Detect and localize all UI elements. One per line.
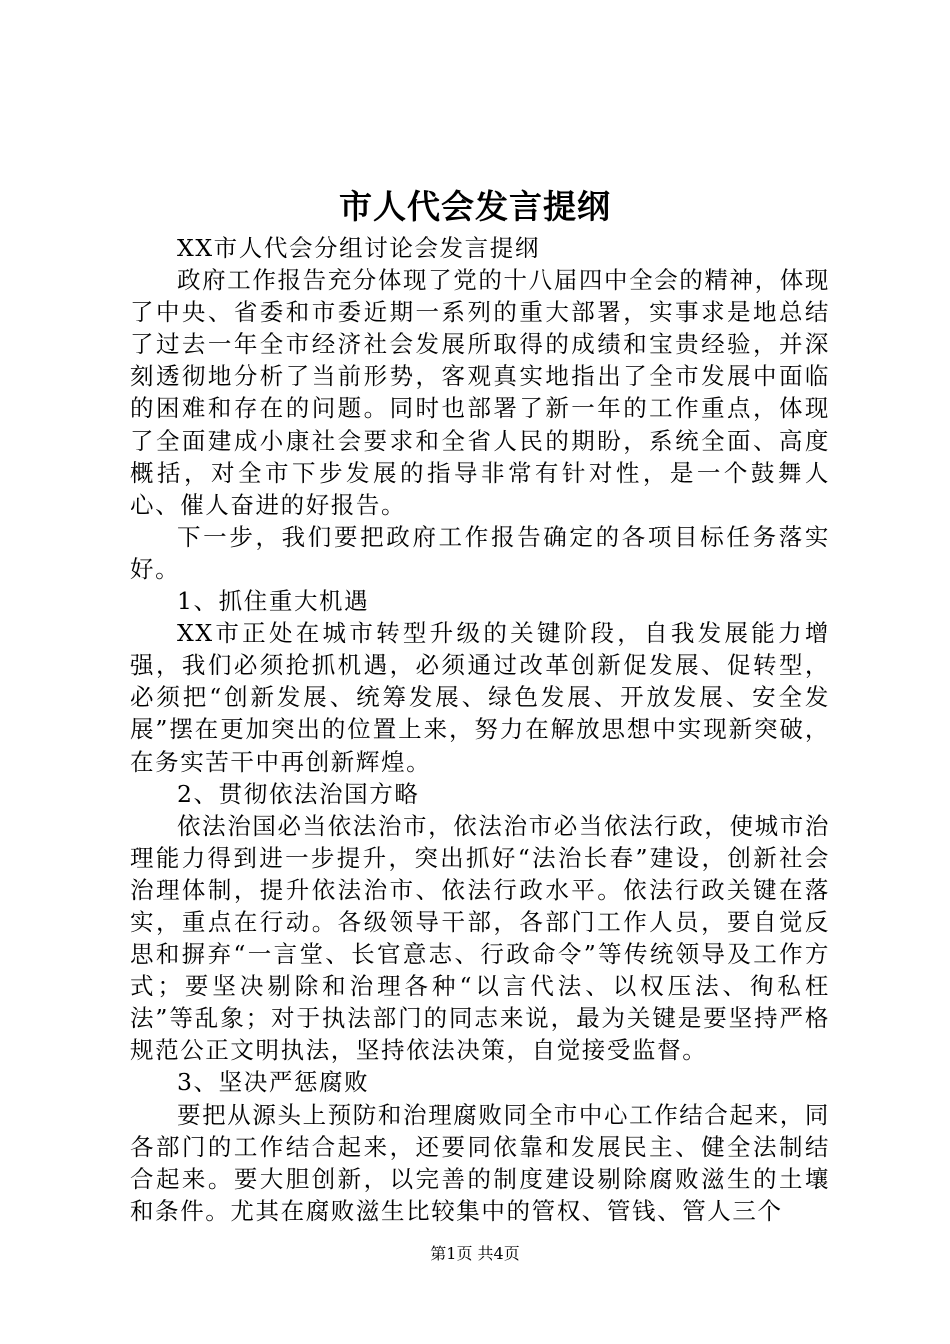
paragraph-section-1: XX市正处在城市转型升级的关键阶段，自我发展能力增强，我们必须抢抓机遇，必须通过改革创新促发展、促转型，必须把“创新发展、统筹发展、绿色发展、开放发展、安全发展”摆在更加突出的位置上来，努力在解放思想中实现新突破，在务实苦干中再创新辉煌。 [130,619,830,776]
document-body [130,232,830,1227]
section-heading-1: 1、抓住重大机遇 [177,587,370,616]
document-title: 市人代会发言提纲 [339,187,611,226]
section-heading-2: 2、贯彻依法治国方略 [177,779,420,808]
page-number-footer: 第1页 共4页 [430,1244,520,1263]
paragraph-section-3: 要把从源头上预防和治理腐败同全市中心工作结合起来，同各部门的工作结合起来，还要同依靠和发展民主、健全法制结合起来。要大胆创新，以完善的制度建设剔除腐败滋生的土壤和条件。尤其在腐败滋生比较集中的管权、管钱、管人三个 [130,1100,830,1225]
paragraph-next-step: 下一步，我们要把政府工作报告确定的各项目标任务落实好。 [130,522,830,583]
subtitle-heading: XX市人代会分组讨论会发言提纲 [177,234,540,262]
paragraph-section-2: 依法治国必当依法治市，依法治市必当依法行政，使城市治理能力得到进一步提升，突出抓好“法治长春”建设，创新社会治理体制，提升依法治市、依法行政水平。依法行政关键在落实，重点在行动。各级领导干部，各部门工作人员，要自觉反思和摒弃“一言堂、长官意志、行政命令”等传统领导及工作方式；要坚决剔除和治理各种“以言代法、以权压法、徇私枉法”等乱象；对于执法部门的同志来说，最为关键是要坚持严格规范公正文明执法，坚持依法决策，自觉接受监督。 [130,811,830,1065]
paragraph-intro: 政府工作报告充分体现了党的十八届四中全会的精神，体现了中央、省委和市委近期一系列的重大部署，实事求是地总结了过去一年全市经济社会发展所取得的成绩和宝贵经验，并深刻透彻地分析了当前形势，客观真实地指出了全市发展中面临的困难和存在的问题。同时也部署了新一年的工作重点，体现了全面建成小康社会要求和全省人民的期盼，系统全面、高度概括，对全市下步发展的指导非常有针对性，是一个鼓舞人心、催人奋进的好报告。 [130,266,830,519]
section-heading-3: 3、坚决严惩腐败 [177,1068,370,1097]
